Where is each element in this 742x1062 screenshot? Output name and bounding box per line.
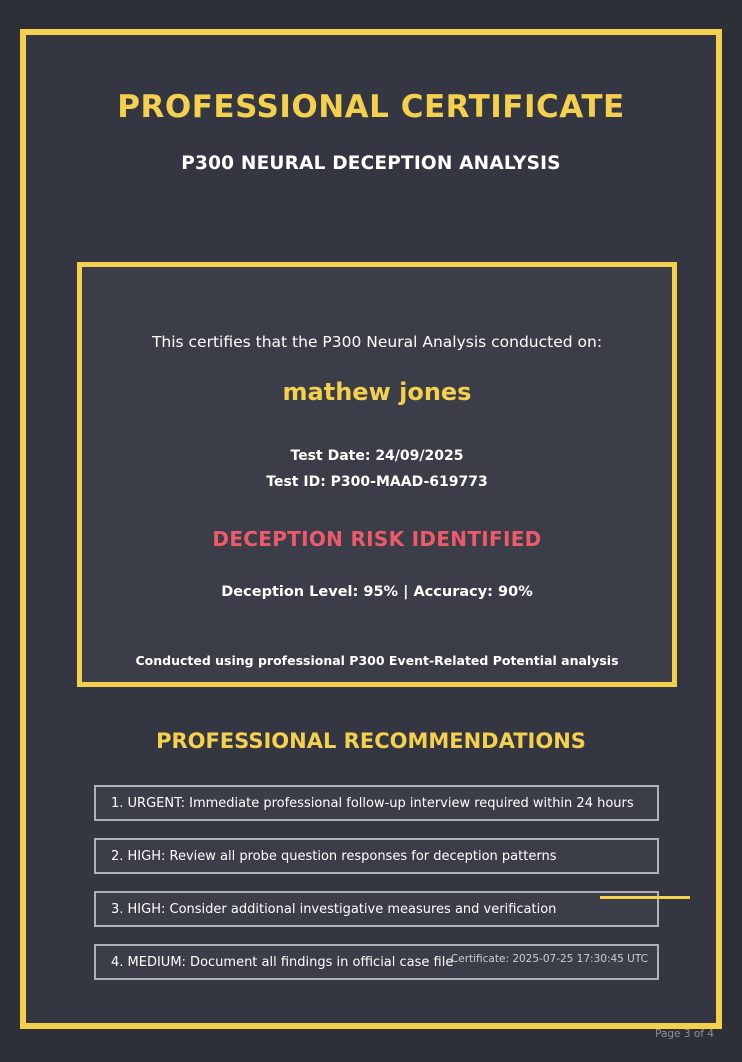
certificate-frame: [20, 29, 722, 1029]
gold-accent-marker: [600, 896, 690, 899]
page-number: Page 3 of 4: [655, 1028, 714, 1040]
risk-status-text: DECEPTION RISK IDENTIFIED: [212, 527, 542, 551]
page-subtitle: P300 NEURAL DECEPTION ANALYSIS: [181, 153, 561, 174]
recommendation-text: 1. URGENT: Immediate professional follow-up interview required within 24 hours: [111, 795, 634, 811]
list-item: [94, 785, 659, 821]
recommendations-heading: PROFESSIONAL RECOMMENDATIONS: [156, 729, 586, 753]
list-item: [94, 891, 659, 927]
certificate-timestamp: Certificate: 2025-07-25 17:30:45 UTC: [450, 953, 648, 965]
recommendation-text: 4. MEDIUM: Document all findings in official case file: [111, 954, 454, 970]
recommendations-list: [94, 785, 659, 997]
recommendation-text: 2. HIGH: Review all probe question responses for deception patterns: [111, 848, 557, 864]
analysis-method-note: Conducted using professional P300 Event-Related Potential analysis: [135, 653, 619, 668]
test-id: Test ID: P300-MAAD-619773: [266, 474, 488, 490]
certificate-inner-frame: [26, 35, 716, 1023]
list-item: [94, 838, 659, 874]
subject-name: mathew jones: [282, 378, 472, 406]
test-date: Test Date: 24/09/2025: [290, 448, 464, 464]
certification-statement: This certifies that the P300 Neural Analysis conducted on:: [151, 333, 603, 351]
certificate-body-panel: [77, 262, 677, 687]
deception-accuracy-levels: Deception Level: 95% | Accuracy: 90%: [221, 584, 533, 600]
page-title: PROFESSIONAL CERTIFICATE: [117, 89, 625, 125]
recommendation-text: 3. HIGH: Consider additional investigative measures and verification: [111, 901, 557, 917]
